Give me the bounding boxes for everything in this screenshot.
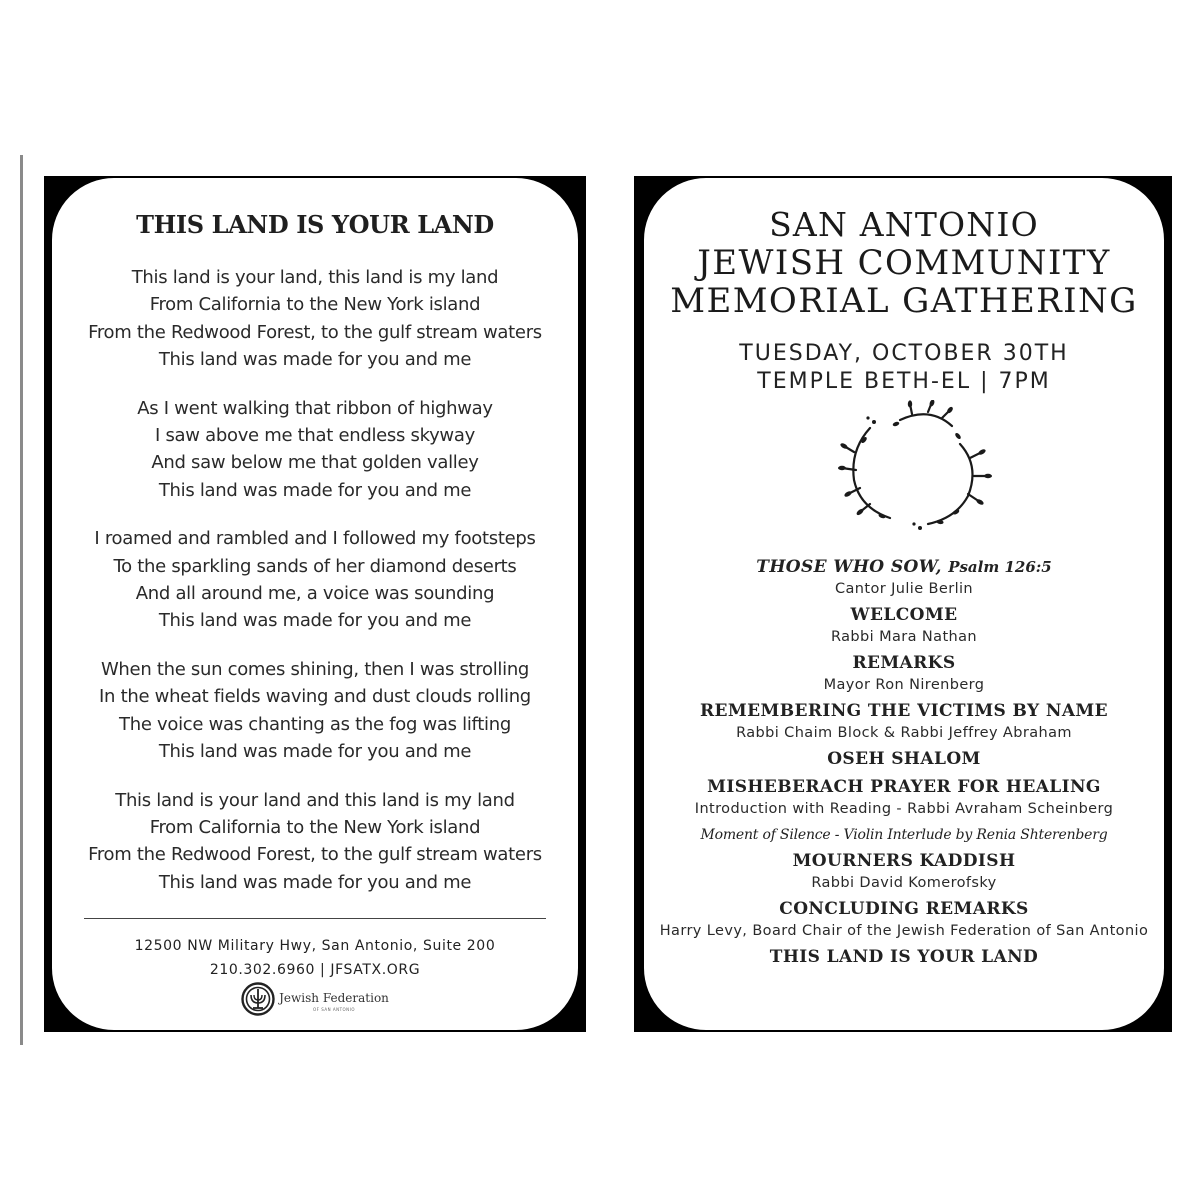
program-item-title: WELCOME [850, 605, 958, 625]
verse-line: This land was made for you and me [158, 610, 472, 632]
page-edge-rule [20, 155, 23, 1045]
phone-website-line: 210.302.6960 | JFSATX.ORG [209, 962, 421, 978]
program-item [644, 556, 1164, 599]
program-item-title [644, 556, 1164, 579]
verse [52, 395, 578, 505]
event-title [644, 206, 1164, 320]
title-line: MEMORIAL GATHERING [670, 281, 1138, 321]
program-item [644, 604, 1164, 647]
program-item [644, 898, 1164, 941]
event-date: TUESDAY, OCTOBER 30TH [739, 341, 1069, 366]
title-line: JEWISH COMMUNITY [697, 243, 1111, 283]
verse-line: This land is your land, this land is my land [131, 267, 499, 288]
logo-wordmark [279, 987, 389, 1012]
verse-line: This land was made for you and me [158, 741, 472, 763]
event-details [644, 340, 1164, 396]
verse [52, 525, 578, 635]
verse-line: From the Redwood Forest, to the gulf stream waters [88, 321, 542, 343]
wreath-icon [830, 400, 992, 534]
program-item [644, 700, 1164, 743]
event-venue-time: TEMPLE BETH-EL | 7PM [757, 369, 1051, 394]
program-item-title: MOURNERS KADDISH [792, 851, 1016, 871]
song-verses [52, 264, 578, 917]
address-line: 12500 NW Military Hwy, San Antonio, Suite 200 [134, 938, 496, 954]
program-item [644, 748, 1164, 771]
program-item-title: OSEH SHALOM [827, 749, 981, 769]
program-item-speaker: Harry Levy, Board Chair of the Jewish Federation of San Antonio [659, 923, 1149, 939]
verse-line: From California to the New York island [149, 816, 481, 838]
program-item [644, 776, 1164, 819]
verse-line: When the sun comes shining, then I was strolling [100, 658, 530, 680]
federation-logo [52, 982, 578, 1016]
verse-line: This land was made for you and me [158, 349, 472, 371]
program-item-title: THIS LAND IS YOUR LAND [769, 947, 1039, 967]
title-line: SAN ANTONIO [769, 205, 1039, 244]
verse-line: This land was made for you and me [158, 479, 472, 501]
program-item-title: REMEMBERING THE VICTIMS BY NAME [700, 701, 1108, 721]
program-card-frame [634, 176, 1172, 1032]
song-card [50, 176, 580, 1032]
verse-line: The voice was chanting as the fog was lifting [119, 713, 511, 735]
logo-subtext: OF SAN ANTONIO [313, 1006, 355, 1012]
program-item [644, 946, 1164, 969]
verse-line: This land was made for you and me [158, 871, 472, 893]
program-item-speaker: Mayor Ron Nirenberg [823, 677, 985, 693]
program-item-title: REMARKS [852, 653, 956, 673]
verse [52, 264, 578, 374]
verse [52, 787, 578, 897]
program-item [644, 652, 1164, 695]
verse-line: I saw above me that endless skyway [155, 425, 475, 447]
verse-line: As I went walking that ribbon of highway [137, 397, 493, 419]
contact-info [52, 934, 578, 982]
program-item-title: CONCLUDING REMARKS [779, 899, 1029, 919]
verse-line: From California to the New York island [149, 294, 481, 316]
program-item-title-text: THOSE WHO SOW, [756, 557, 942, 577]
psalm-reference: Psalm 126:5 [948, 558, 1052, 576]
verse-line: From the Redwood Forest, to the gulf stream waters [88, 844, 542, 866]
program-item-speaker: Rabbi Mara Nathan [830, 629, 978, 645]
program-list [644, 556, 1164, 974]
menorah-logo-icon [241, 982, 275, 1016]
verse-line: I roamed and rambled and I followed my footsteps [94, 528, 536, 550]
verse-line: And saw below me that golden valley [151, 452, 479, 474]
verse-line: And all around me, a voice was sounding [135, 583, 495, 605]
program-card [642, 176, 1166, 1032]
logo-text: Jewish Federation [279, 990, 389, 1005]
program-item-speaker: Rabbi David Komerofsky [811, 875, 997, 891]
verse-line: In the wheat fields waving and dust clouds rolling [99, 686, 531, 708]
moment-of-silence: Moment of Silence - Violin Interlude by Renia Shterenberg [700, 827, 1108, 843]
program-item [644, 850, 1164, 893]
program-item-title: MISHEBERACH PRAYER FOR HEALING [707, 777, 1101, 797]
program-item-speaker: Cantor Julie Berlin [834, 581, 974, 597]
program-item-speaker: Rabbi Chaim Block & Rabbi Jeffrey Abraham [736, 725, 1072, 741]
verse [52, 656, 578, 766]
song-card-frame [44, 176, 586, 1032]
verse-line: This land is your land and this land is my land [115, 789, 515, 811]
footer-divider [84, 918, 546, 919]
program-item-speaker: Introduction with Reading - Rabbi Avraham Scheinberg [694, 801, 1114, 817]
song-title: THIS LAND IS YOUR LAND [136, 210, 494, 239]
verse-line: To the sparkling sands of her diamond deserts [113, 555, 517, 577]
